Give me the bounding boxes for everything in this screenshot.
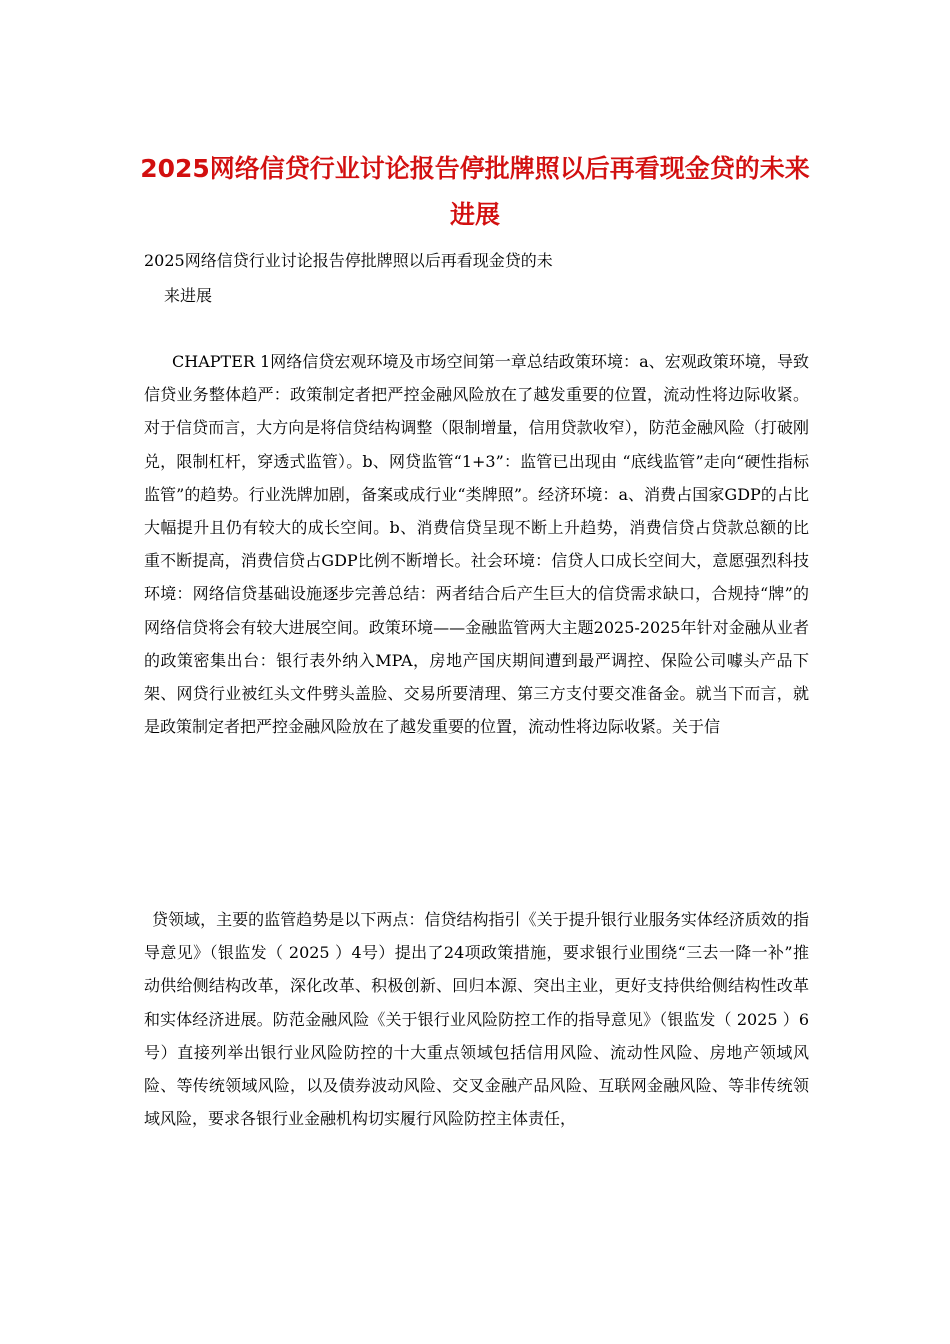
- body-paragraph-1: CHAPTER 1网络信贷宏观环境及市场空间第一章总结政策环境：a、宏观政策环境，导致信贷业务整体趋严：政策制定者把严控金融风险放在了越发重要的位置，流动性将边际收紧。对于信贷而言，大方向是将信贷结构调整（限制增量，信用贷款收窄），防范金融风险（打破刚兑，限制杠杆，穿透式监管）。b、网贷监管“1+3”：监管已出现由 “底线监管”走向“硬性指标监管”的趋势。行业洗牌加剧，备案或成行业“类牌照”。经济环境：a、消费占国家GDP的占比大幅提升且仍有较大的成长空间。b、消费信贷呈现不断上升趋势，消费信贷占贷款总额的比重不断提高，消费信贷占GDP比例不断增长。社会环境：信贷人口成长空间大，意愿强烈科技环境：网络信贷基础设施逐步完善总结：两者结合后产生巨大的信贷需求缺口，合规持“牌”的网络信贷将会有较大进展空间。政策环境——金融监管两大主题2025-2025年针对金融从业者的政策密集出台：银行表外纳入MPA，房地产国庆期间遭到最严调控、保险公司噱头产品下架、网贷行业被红头文件劈头盖脸、交易所要清理、第三方支付要交准备金。就当下而言，就是政策制定者把严控金融风险放在了越发重要的位置，流动性将边际收紧。关于信: [144, 352, 809, 737]
- document-title: 2025网络信贷行业讨论报告停批牌照以后再看现金贷的未来进展: [140, 154, 810, 229]
- body-paragraph-2: 贷领域，主要的监管趋势是以下两点：信贷结构指引《关于提升银行业服务实体经济质效的指导意见》（银监发（ 2025 ）4号）提出了24项政策措施，要求银行业围绕“三去一降一补”推动供给侧结构改革，深化改革、积极创新、回归本源、突出主业，更好支持供给侧结构性改革和实体经济进展。防范金融风险《关于银行业风险防控工作的指导意见》（银监发（ 2025 ）6号）直接列举出银行业风险防控的十大重点领域包括信用风险、流动性风险、房地产领域风险、等传统领域风险，以及债券波动风险、交叉金融产品风险、互联网金融风险、等非传统领域风险，要求各银行业金融机构切实履行风险防控主体责任，: [144, 910, 809, 1129]
- subtitle-line-1: 2025网络信贷行业讨论报告停批牌照以后再看现金贷的未: [144, 251, 553, 270]
- subtitle-line-2: 来进展: [164, 286, 213, 305]
